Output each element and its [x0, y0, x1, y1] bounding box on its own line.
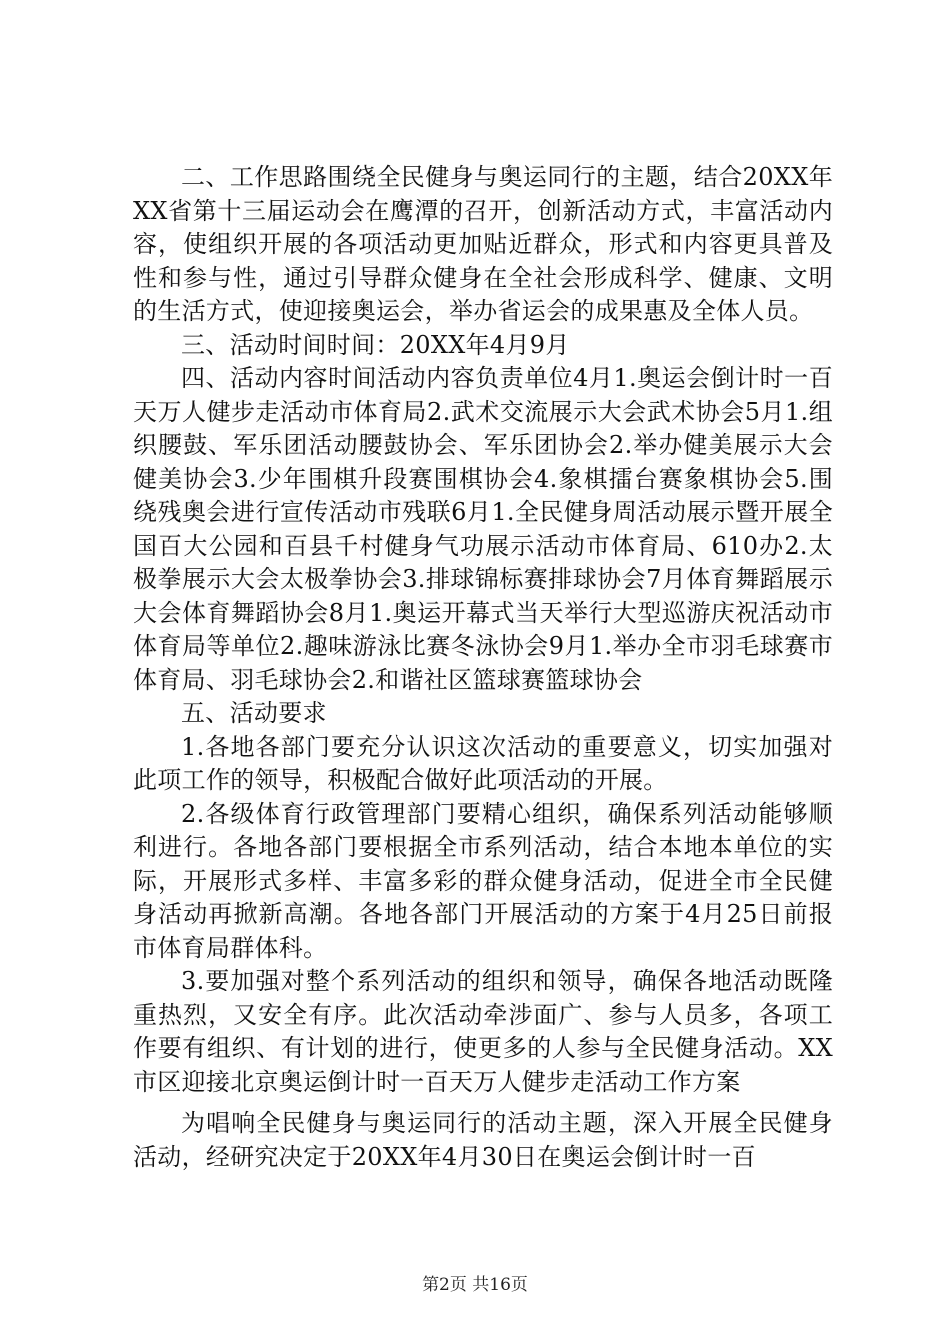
- paragraph-requirement-2: 2.各级体育行政管理部门要精心组织，确保系列活动能够顺利进行。各地各部门要根据全市系列活动，结合本地本单位的实际，开展形式多样、丰富多彩的群众健身活动，促进全市全民健身活动再掀新高潮。各地各部门开展活动的方案于4月25日前报市体育局群体科。: [133, 799, 833, 962]
- paragraph-requirement-3: 3.要加强对整个系列活动的组织和领导，确保各地活动既隆重热烈，又安全有序。此次活动牵涉面广、参与人员多，各项工作要有组织、有计划的进行，使更多的人参与全民健身活动。XX市区迎接北京奥运倒计时一百天万人健步走活动工作方案: [133, 967, 833, 1096]
- paragraph-work-approach: 二、工作思路围绕全民健身与奥运同行的主题，结合20XX年XX省第十三届运动会在鹰潭的召开，创新活动方式，丰富活动内容，使组织开展的各项活动更加贴近群众，形式和内容更具普及性和参与性，通过引导群众健身在全社会形成科学、健康、文明的生活方式，使迎接奥运会，举办省运会的成果惠及全体人员。: [133, 163, 833, 325]
- paragraph-requirements-heading: 五、活动要求: [181, 699, 327, 727]
- document-body: [133, 161, 833, 1174]
- page-number-footer: 第2页 共16页: [422, 1275, 528, 1295]
- paragraph-activity-time: 三、活动时间时间：20XX年4月9月: [181, 330, 570, 359]
- paragraph-activity-content: 四、活动内容时间活动内容负责单位4月1.奥运会倒计时一百天万人健步走活动市体育局2.武术交流展示大会武术协会5月1.组织腰鼓、军乐团活动腰鼓协会、军乐团协会2.举办健美展示大会健美协会3.少年围棋升段赛围棋协会4.象棋擂台赛象棋协会5.围绕残奥会进行宣传活动市残联6月1.全民健身周活动展示暨开展全国百大公园和百县千村健身气功展示活动市体育局、610办2.太极拳展示大会太极拳协会3.排球锦标赛排球协会7月体育舞蹈展示大会体育舞蹈协会8月1.奥运开幕式当天举行大型巡游庆祝活动市体育局等单位2.趣味游泳比赛冬泳协会9月1.举办全市羽毛球赛市体育局、羽毛球协会2.和谐社区篮球赛篮球协会: [133, 364, 833, 694]
- paragraph-requirement-1: 1.各地各部门要充分认识这次活动的重要意义，切实加强对此项工作的领导，积极配合做好此项活动的开展。: [133, 732, 833, 794]
- paragraph-intro-walk-plan: 为唱响全民健身与奥运同行的活动主题，深入开展全民健身活动，经研究决定于20XX年4月30日在奥运会倒计时一百: [133, 1109, 833, 1171]
